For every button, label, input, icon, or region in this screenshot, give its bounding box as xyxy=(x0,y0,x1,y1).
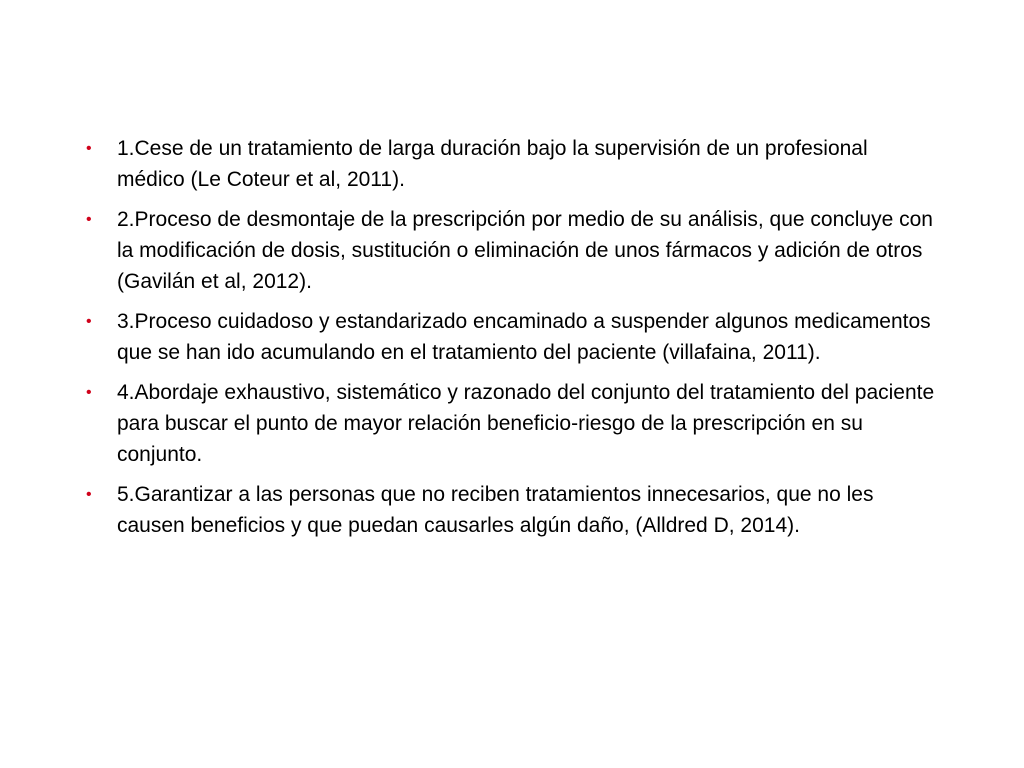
list-item xyxy=(80,204,940,297)
bullet-icon: • xyxy=(86,384,92,401)
list-item xyxy=(80,479,940,541)
definition-list xyxy=(80,133,940,550)
item-text: 4.Abordaje exhaustivo, sistemático y razonado del conjunto del tratamiento del paciente para buscar el punto de mayor relación beneficio-riesgo de la prescripción en su conjunto. xyxy=(117,381,935,466)
item-text: 2.Proceso de desmontaje de la prescripción por medio de su análisis, que concluye con la modificación de dosis, sustitución o eliminación de unos fármacos y adición de otros (Gavilán et al, 2012). xyxy=(117,208,933,293)
bullet-icon: • xyxy=(86,140,92,157)
bullet-icon: • xyxy=(86,313,92,330)
item-text: 3.Proceso cuidadoso y estandarizado encaminado a suspender algunos medicamentos que se han ido acumulando en el tratamiento del paciente (villafaina, 2011). xyxy=(117,310,931,364)
bullet-icon: • xyxy=(86,211,92,228)
list-item xyxy=(80,377,940,470)
list-item xyxy=(80,133,940,195)
bullet-icon: • xyxy=(86,486,92,503)
item-text: 1.Cese de un tratamiento de larga duración bajo la supervisión de un profesional médico (Le Coteur et al, 2011). xyxy=(117,137,868,191)
item-text: 5.Garantizar a las personas que no reciben tratamientos innecesarios, que no les causen beneficios y que puedan causarles algún daño, (Alldred D, 2014). xyxy=(117,483,874,537)
list-item xyxy=(80,306,940,368)
